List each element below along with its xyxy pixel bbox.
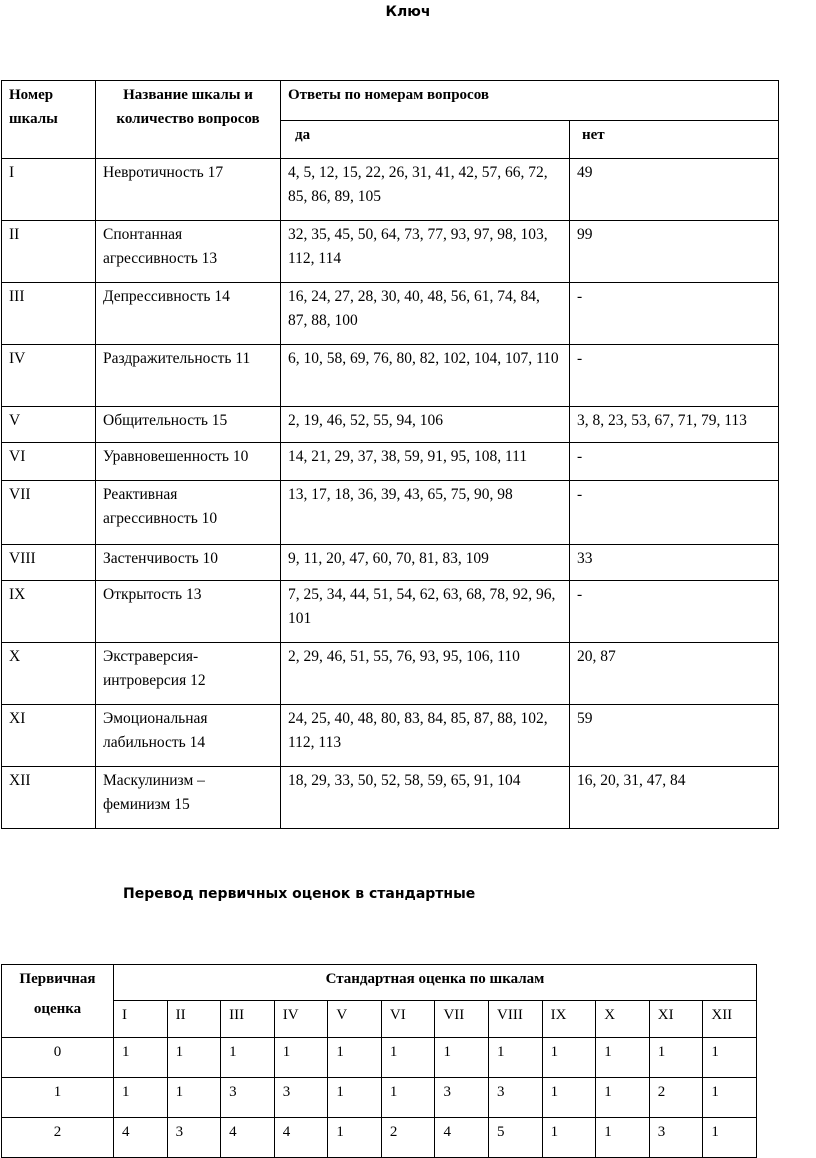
scale-name-cell: Невротичность 17 xyxy=(96,159,281,221)
standard-score-cell: 1 xyxy=(596,1078,650,1118)
standard-score-cell: 1 xyxy=(167,1078,221,1118)
answers-no-cell: - xyxy=(570,581,779,643)
scale-header-cell: IX xyxy=(542,1001,596,1038)
standard-score-cell: 1 xyxy=(328,1078,382,1118)
standard-score-cell: 1 xyxy=(328,1118,382,1158)
table-row xyxy=(2,159,779,221)
answers-no-cell: 59 xyxy=(570,705,779,767)
standard-score-cell: 4 xyxy=(435,1118,489,1158)
scale-header-cell: VII xyxy=(435,1001,489,1038)
answers-yes-cell: 6, 10, 58, 69, 76, 80, 82, 102, 104, 107, 110 xyxy=(281,345,570,407)
standard-score-cell: 5 xyxy=(489,1118,543,1158)
scale-name-cell: Уравновешенность 10 xyxy=(96,443,281,481)
standard-score-cell: 2 xyxy=(649,1078,703,1118)
standard-score-cell: 1 xyxy=(596,1118,650,1158)
scale-name-cell: Раздражительность 11 xyxy=(96,345,281,407)
standard-score-cell: 1 xyxy=(381,1038,435,1078)
answers-no-cell: 16, 20, 31, 47, 84 xyxy=(570,767,779,829)
header-primary-line1: Первичная xyxy=(19,971,96,987)
answers-no-cell: - xyxy=(570,443,779,481)
standard-score-cell: 1 xyxy=(542,1118,596,1158)
table-row xyxy=(2,1078,757,1118)
table-row xyxy=(2,221,779,283)
standard-score-cell: 4 xyxy=(274,1118,328,1158)
standard-score-cell: 3 xyxy=(649,1118,703,1158)
answers-no-cell: 33 xyxy=(570,545,779,581)
scale-header-cell: VI xyxy=(381,1001,435,1038)
scale-name-cell: Открытость 13 xyxy=(96,581,281,643)
standard-score-cell: 1 xyxy=(328,1038,382,1078)
table-row xyxy=(2,1038,757,1078)
scale-name-cell: Экстраверсия-интроверсия 12 xyxy=(96,643,281,705)
answers-no-cell: 20, 87 xyxy=(570,643,779,705)
answers-no-cell: 3, 8, 23, 53, 67, 71, 79, 113 xyxy=(570,407,779,443)
standard-score-cell: 1 xyxy=(703,1038,757,1078)
table-row xyxy=(2,581,779,643)
table-row xyxy=(2,545,779,581)
answers-no-cell: - xyxy=(570,345,779,407)
answers-no-cell: - xyxy=(570,481,779,545)
standard-score-cell: 3 xyxy=(167,1118,221,1158)
standard-score-cell: 4 xyxy=(114,1118,168,1158)
scale-header-cell: XII xyxy=(703,1001,757,1038)
standard-score-cell: 1 xyxy=(596,1038,650,1078)
answers-yes-cell: 2, 29, 46, 51, 55, 76, 93, 95, 106, 110 xyxy=(281,643,570,705)
scale-number-cell: VIII xyxy=(2,545,96,581)
answers-yes-cell: 4, 5, 12, 15, 22, 26, 31, 41, 42, 57, 66, 72, 85, 86, 89, 105 xyxy=(281,159,570,221)
table-row xyxy=(2,481,779,545)
answers-yes-cell: 16, 24, 27, 28, 30, 40, 48, 56, 61, 74, 84, 87, 88, 100 xyxy=(281,283,570,345)
table-row xyxy=(2,705,779,767)
scale-name-cell: Эмоциональная лабильность 14 xyxy=(96,705,281,767)
answers-yes-cell: 24, 25, 40, 48, 80, 83, 84, 85, 87, 88, 102, 112, 113 xyxy=(281,705,570,767)
scale-name-cell: Застенчивость 10 xyxy=(96,545,281,581)
header-scale-name: Название шкалы и количество вопросов xyxy=(96,81,281,159)
table-row xyxy=(2,407,779,443)
standard-score-cell: 1 xyxy=(489,1038,543,1078)
table-row xyxy=(2,283,779,345)
table-row xyxy=(2,443,779,481)
scale-header-cell: XI xyxy=(649,1001,703,1038)
scale-header-cell: X xyxy=(596,1001,650,1038)
answers-yes-cell: 13, 17, 18, 36, 39, 43, 65, 75, 90, 98 xyxy=(281,481,570,545)
answers-yes-cell: 7, 25, 34, 44, 51, 54, 62, 63, 68, 78, 92, 96, 101 xyxy=(281,581,570,643)
scale-header-cell: IV xyxy=(274,1001,328,1038)
answers-yes-cell: 18, 29, 33, 50, 52, 58, 59, 65, 91, 104 xyxy=(281,767,570,829)
scale-name-cell: Спонтанная агрессивность 13 xyxy=(96,221,281,283)
scale-header-cell: III xyxy=(221,1001,275,1038)
document-title: Ключ xyxy=(385,4,431,20)
scale-number-cell: XII xyxy=(2,767,96,829)
standard-score-cell: 1 xyxy=(274,1038,328,1078)
table-row xyxy=(2,1118,757,1158)
scale-number-cell: III xyxy=(2,283,96,345)
header-standard-score: Стандартная оценка по шкалам xyxy=(114,965,757,1001)
header-primary-line2: оценка xyxy=(33,1001,82,1017)
standard-score-cell: 1 xyxy=(542,1038,596,1078)
scale-number-cell: XI xyxy=(2,705,96,767)
table-row xyxy=(2,345,779,407)
standard-score-cell: 1 xyxy=(703,1118,757,1158)
standard-score-table xyxy=(1,964,757,1158)
standard-score-cell: 1 xyxy=(381,1078,435,1118)
standard-score-cell: 3 xyxy=(489,1078,543,1118)
standard-score-cell: 4 xyxy=(221,1118,275,1158)
scale-header-cell: VIII xyxy=(489,1001,543,1038)
primary-score-cell: 2 xyxy=(2,1118,114,1158)
standard-score-cell: 1 xyxy=(435,1038,489,1078)
scale-number-cell: IV xyxy=(2,345,96,407)
section-title: Перевод первичных оценок в стандартные xyxy=(123,886,476,902)
header-scale-number: Номер шкалы xyxy=(2,81,96,159)
key-table xyxy=(1,80,779,829)
answers-no-cell: 99 xyxy=(570,221,779,283)
standard-score-cell: 3 xyxy=(221,1078,275,1118)
standard-score-cell: 3 xyxy=(435,1078,489,1118)
standard-score-cell: 1 xyxy=(221,1038,275,1078)
header-yes: да xyxy=(281,121,570,159)
standard-score-cell: 2 xyxy=(381,1118,435,1158)
answers-yes-cell: 2, 19, 46, 52, 55, 94, 106 xyxy=(281,407,570,443)
scale-number-cell: I xyxy=(2,159,96,221)
table-row xyxy=(2,643,779,705)
scale-header-cell: V xyxy=(328,1001,382,1038)
primary-score-cell: 1 xyxy=(2,1078,114,1118)
scale-header-cell: II xyxy=(167,1001,221,1038)
table-row xyxy=(2,767,779,829)
standard-score-cell: 1 xyxy=(649,1038,703,1078)
standard-score-cell: 1 xyxy=(703,1078,757,1118)
primary-score-cell: 0 xyxy=(2,1038,114,1078)
scale-number-cell: VI xyxy=(2,443,96,481)
answers-yes-cell: 14, 21, 29, 37, 38, 59, 91, 95, 108, 111 xyxy=(281,443,570,481)
scale-name-cell: Маскулинизм – феминизм 15 xyxy=(96,767,281,829)
scale-number-cell: X xyxy=(2,643,96,705)
answers-no-cell: 49 xyxy=(570,159,779,221)
standard-score-cell: 1 xyxy=(167,1038,221,1078)
answers-no-cell: - xyxy=(570,283,779,345)
standard-score-cell: 1 xyxy=(114,1038,168,1078)
scale-number-cell: II xyxy=(2,221,96,283)
answers-yes-cell: 9, 11, 20, 47, 60, 70, 81, 83, 109 xyxy=(281,545,570,581)
scale-name-cell: Реактивная агрессивность 10 xyxy=(96,481,281,545)
header-primary-score xyxy=(2,965,114,1038)
scale-header-cell: I xyxy=(114,1001,168,1038)
scale-number-cell: V xyxy=(2,407,96,443)
header-no: нет xyxy=(570,121,779,159)
answers-yes-cell: 32, 35, 45, 50, 64, 73, 77, 93, 97, 98, 103, 112, 114 xyxy=(281,221,570,283)
scale-name-cell: Общительность 15 xyxy=(96,407,281,443)
standard-score-cell: 1 xyxy=(114,1078,168,1118)
scale-name-cell: Депрессивность 14 xyxy=(96,283,281,345)
standard-score-cell: 3 xyxy=(274,1078,328,1118)
standard-score-cell: 1 xyxy=(542,1078,596,1118)
header-answers: Ответы по номерам вопросов xyxy=(281,81,779,121)
scale-number-cell: IX xyxy=(2,581,96,643)
scale-number-cell: VII xyxy=(2,481,96,545)
